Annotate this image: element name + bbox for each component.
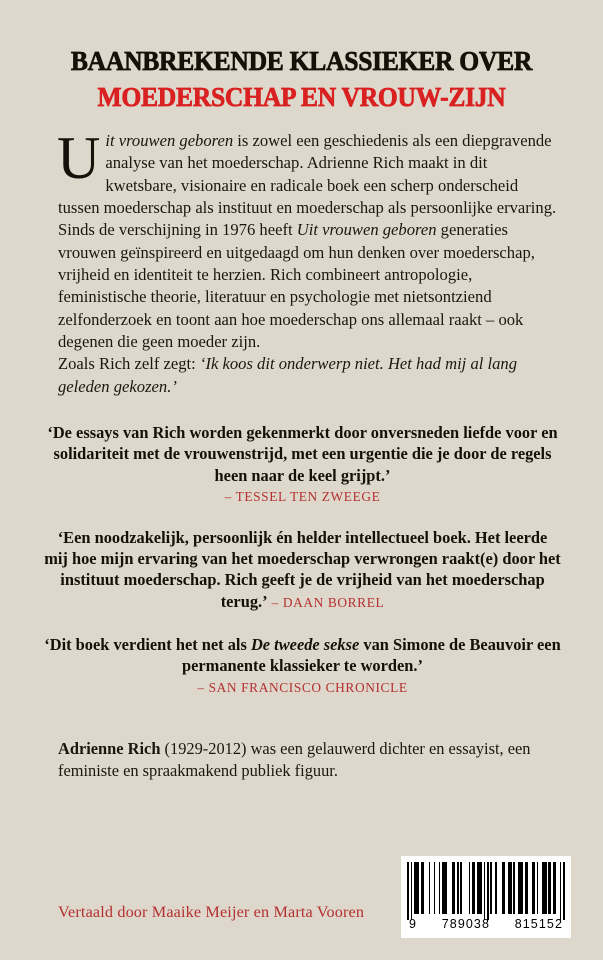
author-bio [58,738,543,783]
review-quote-3 [44,634,561,696]
referenced-book-title-italic: De tweede sekse [250,635,360,655]
blurb-paragraph-2-text: generaties vrouwen geïnspireerd en uitgedaagd om hun denken over moederschap, vrijheid en identiteit te herzien. Rich combineert antropologie, feministische theorie, literatuur en psychologie met nietsontziend zelfonderzoek en toont aan hoe moederschap ons allemaal raakt – ook degenen die geen moeder zijn. [58,220,535,351]
review-quote-2 [44,527,561,612]
review-quote-3-tail: van Simone de Beauvoir een permanente klassieker te worden.’ [182,635,561,676]
book-title-italic-2: Uit vrouwen geboren [296,220,437,240]
headline-block [0,0,603,113]
barcode-bars [407,862,565,914]
barcode-digit-left: 9 [409,917,418,931]
review-quote-2-text [44,527,561,612]
blurb-paragraph-3 [58,353,561,398]
review-quote-2-attribution: – DAAN BORREL [271,594,385,610]
barcode-digits [407,917,565,931]
book-title-italic-1: it vrouwen geboren [105,131,234,151]
headline-line-primary: BAANBREKENDE KLASSIEKER OVER [70,45,533,76]
blurb-paragraph-2-lead: Sinds de verschijning in 1976 heeft [58,220,297,240]
review-quote-2-body: ‘Een noodzakelijk, persoonlijk én helder intellectueel boek. Het leerde mij hoe mijn ervaring van het moederschap verwrongen raakt(e) door het instituut moederschap. Rich geeft je de vrijheid van het moederschap terug.’ [44,527,561,611]
review-quote-3-attribution: – SAN FRANCISCO CHRONICLE [197,679,408,695]
blurb-paragraph-1-text: is zowel een geschiedenis als een diepgravende analyse van het moederschap. Adrienne Rich maakt in dit kwetsbare, visionaire en radicale boek een scherp onderscheid tussen moederschap als instituut en moederschap als persoonlijke ervaring. [58,131,557,218]
drop-cap: U [57,125,101,192]
headline-line-secondary: MOEDERSCHAP EN VROUW-ZIJN [97,80,506,112]
blurb-paragraph-3-lead: Zoals Rich zelf zegt: [58,354,200,374]
translator-credit: Vertaald door Maaike Meijer en Marta Vooren [58,903,365,921]
review-quote-1-text: ‘De essays van Rich worden gekenmerkt door onversneden liefde voor en solidariteit met de vrouwenstrijd, met een urgentie die je door de regels heen naar de keel grijpt.’ [47,422,558,485]
barcode-digit-group-1: 789038 [441,917,491,931]
review-quote-3-text [44,634,561,677]
barcode-digit-group-2: 815152 [514,917,563,931]
isbn-barcode [401,856,571,938]
blurb-paragraph-1 [57,125,561,219]
blurb-body [57,125,561,398]
review-quote-1-attribution: – TESSEL TEN ZWEEGE [224,488,381,504]
review-quote-1 [44,422,561,505]
blurb-paragraph-2 [58,219,561,353]
author-name: Adrienne Rich [58,738,161,758]
author-quote-italic: ‘Ik koos dit onderwerp niet. Het had mij al lang geleden gekozen.’ [58,354,518,396]
review-quotes [44,422,561,696]
author-bio-text: (1929-2012) was een gelauwerd dichter en essayist, een feministe en spraakmakend publiek figuur. [58,738,531,781]
review-quote-3-lead: ‘Dit boek verdient het net als [44,635,251,655]
